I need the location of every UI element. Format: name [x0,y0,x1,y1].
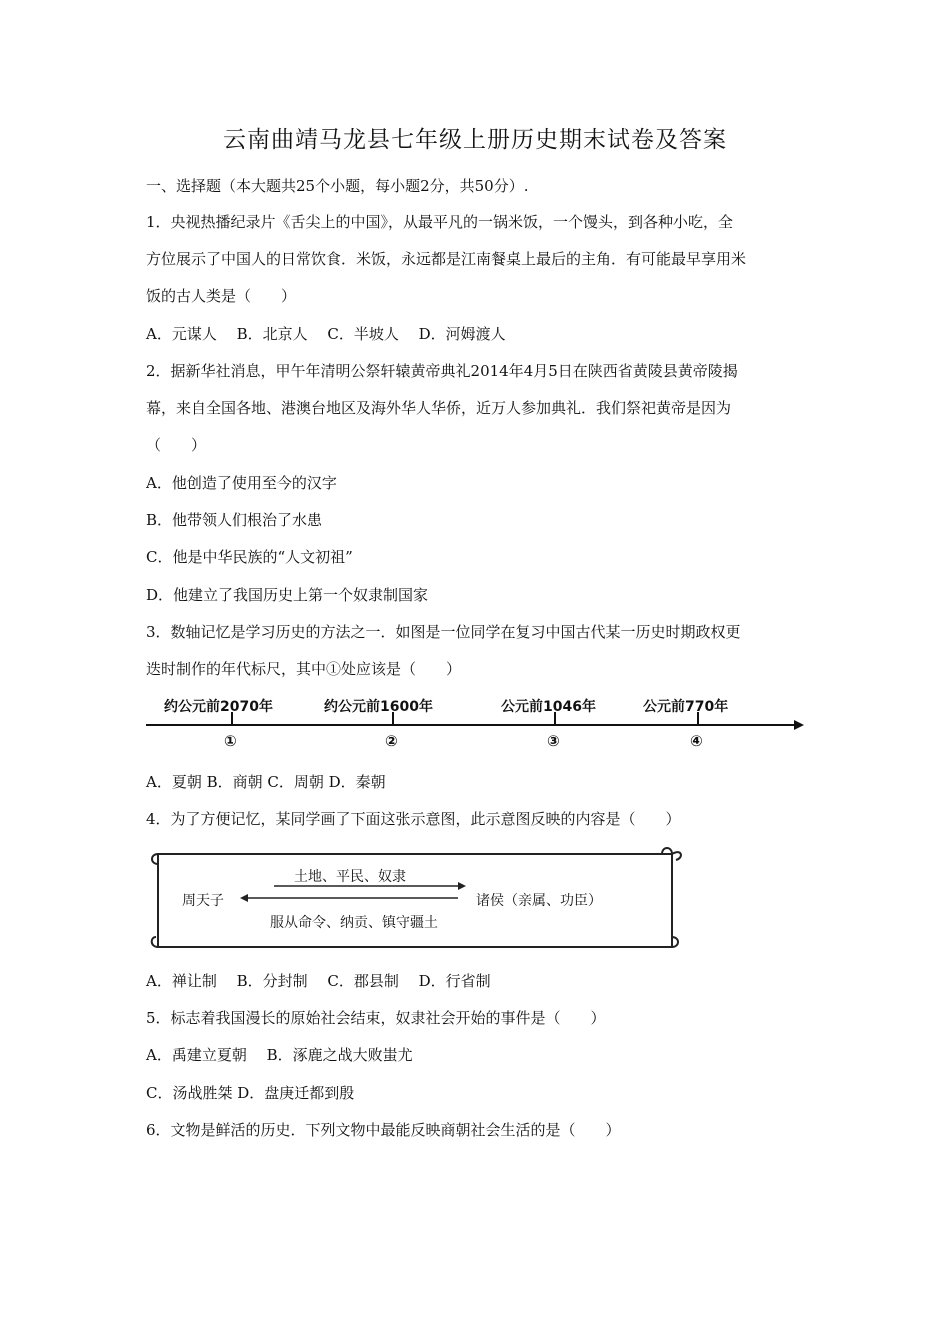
timeline-mark-4: ④ [690,732,703,750]
question-2-option-c: C．他是中华民族的“人文初祖” [146,548,353,566]
timeline-mark-1: ① [224,732,237,750]
timeline-label-2: 约公元前1600年 [324,699,433,715]
timeline-mark-3: ③ [547,732,560,750]
question-2-line-2: 幕，来自全国各地、港澳台地区及海外华人华侨，近万人参加典礼．我们祭祀黄帝是因为 [146,399,732,417]
question-4-line-1: 4．为了方便记忆，某同学画了下面这张示意图，此示意图反映的内容是（ ） [146,810,681,828]
question-5-line-1: 5．标志着我国漫长的原始社会结束，奴隶社会开始的事件是（ ） [146,1009,606,1027]
question-1-line-2: 方位展示了中国人的日常饮食．米饭，永远都是江南餐桌上最后的主角．有可能最早享用米 [146,250,747,268]
question-1-options: A．元谋人 B．北京人 C．半坡人 D．河姆渡人 [146,325,506,343]
question-6-line-1: 6．文物是鲜活的历史．下列文物中最能反映商朝社会生活的是（ ） [146,1121,621,1139]
timeline-label-3: 公元前1046年 [501,699,596,715]
page-title: 云南曲靖马龙县七年级上册历史期末试卷及答案 [223,127,727,153]
question-5-options-cd: C．汤战胜桀 D．盘庚迁都到殷 [146,1084,355,1102]
scroll-frame [146,840,686,955]
timeline-mark-2: ② [385,732,398,750]
question-3-line-2: 迭时制作的年代标尺，其中①处应该是（ ） [146,660,462,678]
diagram-bottom-label: 服从命令、纳贡、镇守疆土 [270,915,438,931]
diagram-right-label: 诸侯（亲属、功臣） [476,893,602,909]
question-1-line-3: 饭的古人类是（ ） [146,287,297,305]
question-2-line-3: （ ） [146,436,207,454]
question-3-options: A．夏朝 B．商朝 C．周朝 D．秦朝 [146,773,386,791]
timeline-label-1: 约公元前2070年 [164,699,273,715]
question-4-options: A．禅让制 B．分封制 C．郡县制 D．行省制 [146,972,491,990]
scroll-diagram [146,840,686,955]
diagram-left-label: 周天子 [182,893,224,909]
question-3-line-1: 3．数轴记忆是学习历史的方法之一．如图是一位同学在复习中国古代某一历史时期政权更 [146,623,741,641]
timeline-label-4: 公元前770年 [643,699,729,715]
question-5-options-ab: A．禹建立夏朝 B．涿鹿之战大败蚩尤 [146,1046,413,1064]
section-heading: 一、选择题（本大题共25个小题，每小题2分，共50分）. [146,177,529,195]
question-2-line-1: 2．据新华社消息，甲午年清明公祭轩辕黄帝典礼2014年4月5日在陕西省黄陵县黄帝陵揭 [146,362,738,380]
question-2-option-b: B．他带领人们根治了水患 [146,511,323,529]
timeline-figure [146,694,806,756]
question-1-line-1: 1．央视热播纪录片《舌尖上的中国》，从最平凡的一锅米饭，一个馒头，到各种小吃，全 [146,213,734,231]
diagram-top-label: 土地、平民、奴隶 [294,869,406,885]
question-2-option-d: D．他建立了我国历史上第一个奴隶制国家 [146,586,429,604]
question-2-option-a: A．他创造了使用至今的汉字 [146,474,337,492]
